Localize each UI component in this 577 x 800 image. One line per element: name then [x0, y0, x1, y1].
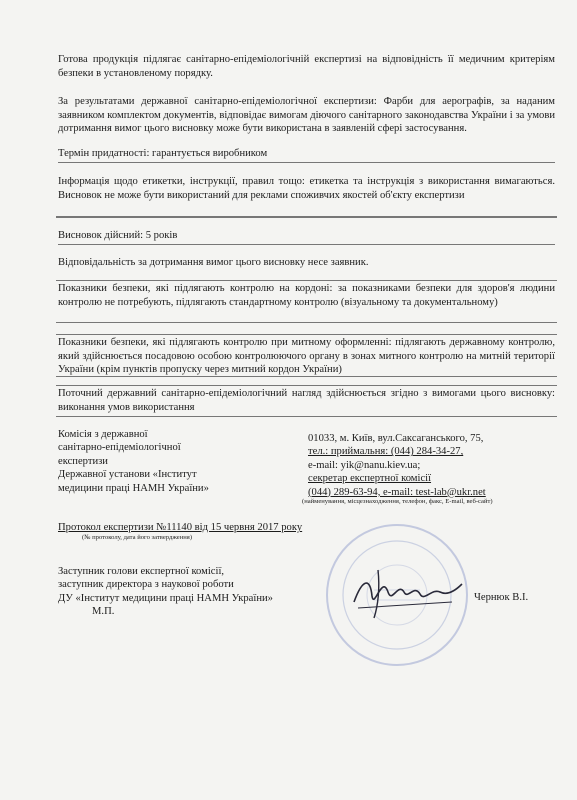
- paragraph-border-control: Показники безпеки, які підлягають контролю на кордоні: за показниками безпеки для здоров'я людини контролю не потребують, підлягають стандартному контролю (візуальному та документальному): [58, 283, 555, 308]
- paragraph-responsibility: Відповідальність за дотримання вимог цього висновку несе заявник.: [58, 257, 369, 268]
- secretary: секретар експертної комісії: [308, 473, 432, 485]
- commission-block: [58, 428, 278, 495]
- signatory-line: ДУ «Інститут медицини праці НАМН України»: [58, 592, 273, 604]
- shelf-life-line: Термін придатності: гарантується виробником: [58, 147, 555, 163]
- commission-line: експертизи: [58, 455, 108, 467]
- protocol-caption: (№ протоколу, дата його затвердження): [82, 534, 193, 541]
- paragraph-labeling: Інформація щодо етикетки, інструкції, правил тощо: етикетка та інструкція з використання вимагаються. Висновок не може бути використаний для реклами споживчих якостей об'єкту експертизи: [58, 176, 555, 201]
- contact-caption: (найменування, місцезнаходження, телефон, факс, E-mail, веб-сайт): [302, 498, 493, 505]
- validity-line: Висновок дійсний: 5 років: [58, 229, 555, 245]
- commission-line: Комісія з державної: [58, 429, 148, 440]
- paragraph-customs-control: Показники безпеки, які підлягають контролю при митному оформленні: підлягають державному контролю, який здійснюється посадовою особою контролюючого органу в зонах митного контролю на митній території України (крім пунктів пропуску через митний кордон України): [58, 337, 555, 376]
- commission-line: санітарно-епідеміологічної: [58, 442, 181, 454]
- commission-line: медицини праці НАМН України»: [58, 482, 209, 494]
- phone: тел.: приймальня: (044) 284-34-27,: [308, 446, 464, 458]
- contact: (044) 289-63-94, e-mail: test-lab@ukr.net: [308, 486, 486, 498]
- divider: [56, 216, 557, 218]
- stamp-place-label: М.П.: [92, 606, 115, 618]
- paragraph-production: Готова продукція підлягає санітарно-епідеміологічній експертизі на відповідність її медичним критеріям безпеки в установленому порядку.: [58, 54, 555, 79]
- email: e-mail: yik@nanu.kiev.ua;: [308, 459, 421, 471]
- signatory-name: Чернюк В.І.: [474, 592, 529, 603]
- signatory-line: заступник директора з наукової роботи: [58, 579, 234, 591]
- protocol-line: Протокол експертизи №11140 від 15 червня 2017 року: [58, 522, 303, 533]
- paragraph-supervision: Поточний державний санітарно-епідеміологічний нагляд здійснюється згідно з вимогами цього висновку: виконання умов використання: [58, 388, 555, 413]
- commission-line: Державної установи «Інститут: [58, 469, 197, 481]
- address: 01033, м. Київ, вул.Саксаганського, 75,: [308, 433, 484, 444]
- signatory-block: [58, 565, 348, 619]
- paragraph-expertise-result: За результатами державної санітарно-епідеміологічної експертизи: Фарби для аерографів, за наданим заявником комплектом документів, відповідає вимогам діючого санітарного законодавства України і за умови дотримання вимог цього висновку може бути використана в заявленій сфері застосування.: [58, 96, 555, 135]
- address-block: [308, 432, 558, 499]
- signatory-line: Заступник голови експертної комісії,: [58, 566, 225, 577]
- signature-icon: [348, 562, 468, 622]
